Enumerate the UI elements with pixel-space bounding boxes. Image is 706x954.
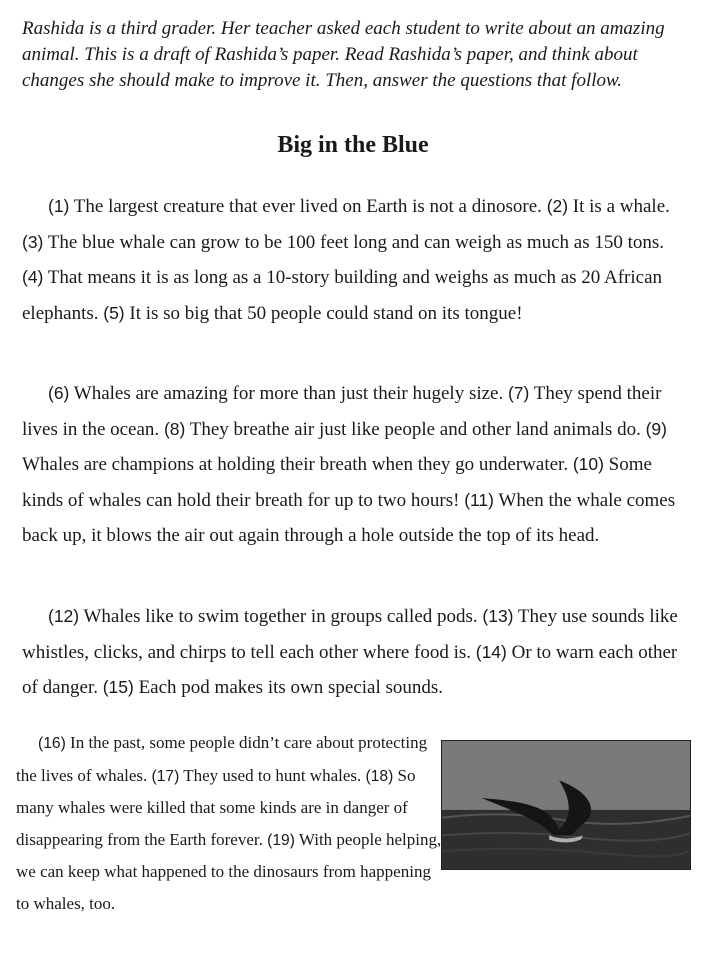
sentence-number: (7) <box>507 383 530 403</box>
sentence-number: (16) <box>38 735 66 752</box>
sentence-text: It is a whale. <box>572 196 670 217</box>
sentence-text: That means it is as long as a 10-story building and weighs as much as 20 African elephants. <box>22 267 662 324</box>
sentence-text: They spend their lives in the ocean. <box>22 383 662 440</box>
paragraph-4 <box>16 727 446 919</box>
whale-tail-icon <box>442 741 690 869</box>
sentence-number: (3) <box>22 231 44 252</box>
sentence-number: (11) <box>464 489 494 510</box>
sentence-text: Some kinds of whales can hold their breath for up to two hours! <box>22 454 652 511</box>
sentence-number: (15) <box>102 677 134 697</box>
sentence-number: (9) <box>645 418 667 439</box>
sentence-text: They use sounds like whistles, clicks, and chirps to tell each other where food is. <box>22 606 678 663</box>
sentence-number: (5) <box>103 302 125 323</box>
sentence-text: Whales are champions at holding their breath when they go underwater. <box>22 454 569 475</box>
sentence-text: It is so big that 50 people could stand on its tongue! <box>129 302 523 324</box>
sentence-number: (18) <box>365 767 394 785</box>
sentence-number: (14) <box>475 641 507 662</box>
sentence-text: When the whale comes back up, it blows the air out again through a hole outside the top of its head. <box>22 489 676 546</box>
sentence-text: In the past, some people didn’t care about protecting the lives of whales. <box>16 733 428 785</box>
sentence-number: (4) <box>22 267 44 287</box>
sentence-text: The blue whale can grow to be 100 feet long and can weigh as much as 150 tons. <box>47 231 665 253</box>
sentence-text: Whales are amazing for more than just their hugely size. <box>73 383 504 404</box>
essay-title: Big in the Blue <box>277 132 429 158</box>
sentence-number: (6) <box>48 383 70 403</box>
sentence-text: Or to warn each other of danger. <box>22 641 678 698</box>
sentence-number: (13) <box>482 606 514 626</box>
intro-text: Rashida is a third grader. Her teacher asked each student to write about an amazing animal. This is a draft of Rashida’s paper. Read Rashida’s paper, and think about changes she should make to improve it. Then, answer the questions that follow. <box>22 18 665 91</box>
sentence-text: The largest creature that ever lived on Earth is not a dinosore. <box>73 196 542 217</box>
paragraph-2 <box>22 376 684 554</box>
whale-tail-photo <box>441 740 691 870</box>
sentence-number: (19) <box>267 831 295 849</box>
sentence-number: (17) <box>151 767 180 785</box>
sentence-number: (10) <box>572 454 604 474</box>
sentence-number: (12) <box>48 606 80 626</box>
sentence-text: So many whales were killed that some kinds are in danger of disappearing from the Earth forever. <box>16 765 416 849</box>
sentence-text: Whales like to swim together in groups called pods. <box>83 606 478 627</box>
sentence-text: With people helping, we can keep what happened to the dinosaurs from happening to whales, too. <box>16 829 442 913</box>
paragraph-1 <box>22 189 684 331</box>
sentence-text: They breathe air just like people and other land animals do. <box>189 418 641 440</box>
sentence-text: Each pod makes its own special sounds. <box>138 677 444 698</box>
sentence-text: They used to hunt whales. <box>183 765 362 785</box>
sentence-number: (2) <box>546 196 569 216</box>
sentence-number: (8) <box>163 418 186 439</box>
paragraph-3 <box>22 599 684 706</box>
sentence-number: (1) <box>48 196 70 216</box>
